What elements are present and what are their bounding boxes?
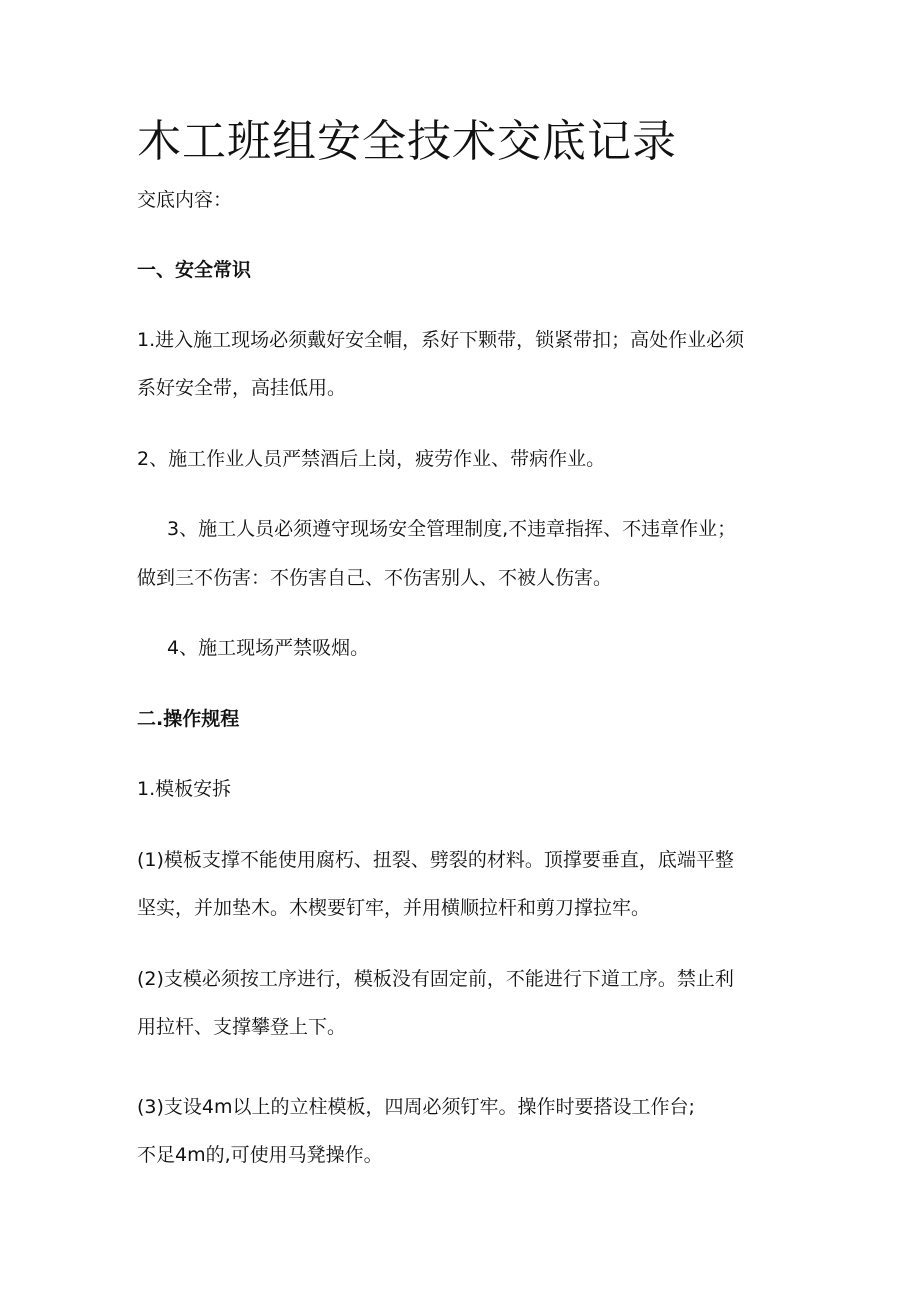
procedure-item-3-line-2: 不足4m的,可使用马凳操作。 bbox=[137, 1144, 383, 1166]
procedure-item-3-line-1: (3)支设4m以上的立柱模板，四周必须钉牢。操作时要搭设工作台; bbox=[137, 1096, 695, 1118]
procedure-subheading-formwork: 1.模板安拆 bbox=[137, 778, 232, 800]
procedure-item-1-line-2: 坚实，并加垫木。木楔要钉牢，并用横顺拉杆和剪刀撑拉牢。 bbox=[137, 897, 651, 919]
intro-label: 交底内容： bbox=[137, 189, 233, 211]
section-heading-procedures: 二.操作规程 bbox=[137, 708, 240, 730]
procedure-item-2-line-2: 用拉杆、支撑攀登上下。 bbox=[137, 1016, 347, 1038]
safety-item-3-line-2: 做到三不伤害：不伤害自己、不伤害别人、不被人伤害。 bbox=[137, 567, 613, 589]
section-heading-safety: 一、安全常识 bbox=[137, 259, 252, 281]
safety-item-2: 2、施工作业人员严禁酒后上岗，疲劳作业、带病作业。 bbox=[137, 448, 606, 470]
procedure-item-1-line-1: (1)模板支撑不能使用腐朽、扭裂、劈裂的材料。顶撑要垂直，底端平整 bbox=[137, 849, 734, 871]
safety-item-4: 4、施工现场严禁吸烟。 bbox=[167, 637, 370, 659]
safety-item-3-line-1: 3、施工人员必须遵守现场安全管理制度,不违章指挥、不违章作业； bbox=[167, 518, 737, 540]
safety-item-1-line-1: 1.进入施工现场必须戴好安全帽，系好下颗带，锁紧带扣；高处作业必须 bbox=[137, 329, 745, 351]
safety-item-1-line-2: 系好安全带，高挂低用。 bbox=[137, 377, 347, 399]
procedure-item-2-line-1: (2)支模必须按工序进行，模板没有固定前，不能进行下道工序。禁止利 bbox=[137, 968, 734, 990]
document-title: 木工班组安全技术交底记录 bbox=[137, 116, 677, 167]
